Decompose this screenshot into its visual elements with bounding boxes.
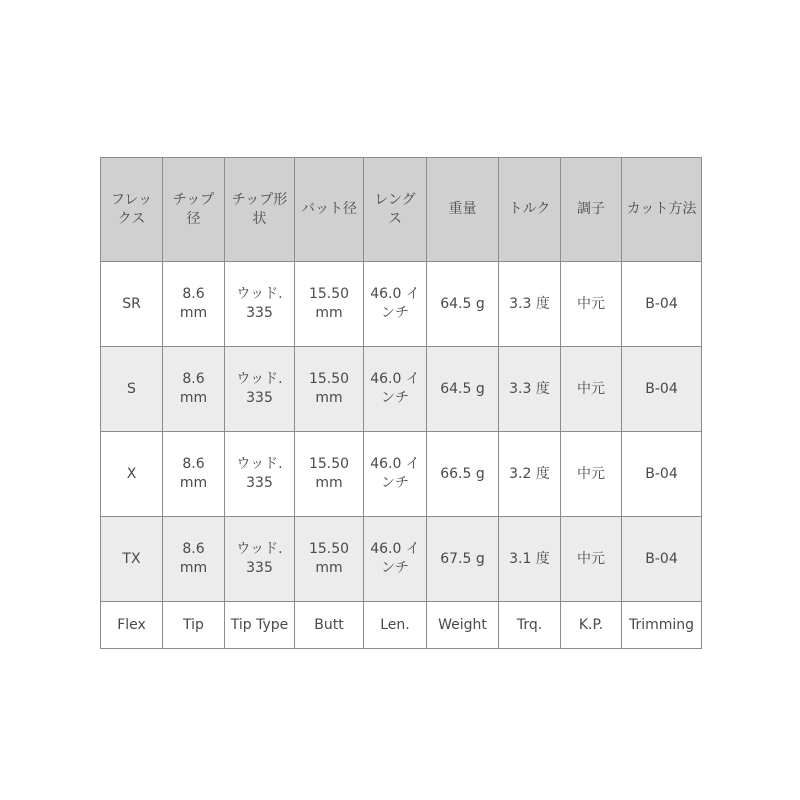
cell-length <box>364 432 427 517</box>
footer-flex: Flex <box>101 602 163 649</box>
cell-tip <box>163 262 225 347</box>
cell-trimming-value: B-04 <box>645 380 678 397</box>
cell-tip-type <box>225 432 295 517</box>
header-kick-point <box>561 158 622 262</box>
cell-tip-type <box>225 262 295 347</box>
cell-length <box>364 347 427 432</box>
cell-tip-type-value: ウッド.335 <box>236 286 283 321</box>
cell-kick-point-value: 中元 <box>577 465 605 482</box>
header-tip <box>163 158 225 262</box>
footer-tip: Tip <box>163 602 225 649</box>
footer-kick-point: K.P. <box>561 602 622 649</box>
cell-trimming <box>622 262 702 347</box>
cell-weight <box>427 517 499 602</box>
cell-tip-type-value: ウッド.335 <box>236 541 283 576</box>
cell-butt-value: 15.50 mm <box>308 541 350 576</box>
cell-weight-value: 64.5 g <box>440 380 485 397</box>
header-torque <box>499 158 561 262</box>
cell-weight-value: 66.5 g <box>440 465 485 482</box>
header-tip-type <box>225 158 295 262</box>
cell-butt <box>295 517 364 602</box>
cell-trimming <box>622 432 702 517</box>
cell-weight <box>427 262 499 347</box>
cell-length-value: 46.0 インチ <box>370 286 420 321</box>
cell-flex <box>101 262 163 347</box>
footer-weight: Weight <box>427 602 499 649</box>
cell-length-value: 46.0 インチ <box>370 541 420 576</box>
footer-trimming: Trimming <box>622 602 702 649</box>
cell-flex-value: X <box>126 465 137 482</box>
cell-tip <box>163 517 225 602</box>
cell-torque <box>499 517 561 602</box>
table-row <box>101 262 702 347</box>
footer-length: Len. <box>364 602 427 649</box>
cell-flex <box>101 347 163 432</box>
cell-trimming-value: B-04 <box>645 465 678 482</box>
header-weight-label: 重量 <box>448 201 477 217</box>
cell-length <box>364 262 427 347</box>
cell-trimming <box>622 347 702 432</box>
cell-kick-point <box>561 432 622 517</box>
footer-butt: Butt <box>295 602 364 649</box>
cell-kick-point <box>561 347 622 432</box>
cell-tip-type <box>225 517 295 602</box>
cell-butt-value: 15.50 mm <box>308 371 350 406</box>
header-tip-type-label: チップ形状 <box>231 191 288 227</box>
cell-length-value: 46.0 インチ <box>370 371 420 406</box>
footer-torque: Trq. <box>499 602 561 649</box>
cell-kick-point <box>561 517 622 602</box>
cell-torque-value: 3.3 度 <box>509 295 550 312</box>
cell-butt-value: 15.50 mm <box>308 286 350 321</box>
cell-kick-point-value: 中元 <box>577 380 605 397</box>
table-row <box>101 432 702 517</box>
footer-tip-type: Tip Type <box>225 602 295 649</box>
cell-torque-value: 3.2 度 <box>509 465 550 482</box>
header-butt-label: バット径 <box>301 201 357 217</box>
header-length-label: レングス <box>374 191 416 227</box>
cell-weight <box>427 347 499 432</box>
table-row <box>101 517 702 602</box>
cell-tip-type-value: ウッド.335 <box>236 456 283 491</box>
cell-butt-value: 15.50 mm <box>308 456 350 491</box>
table-header-row <box>101 158 702 262</box>
cell-butt <box>295 432 364 517</box>
cell-torque-value: 3.1 度 <box>509 550 550 567</box>
header-butt <box>295 158 364 262</box>
cell-tip-value: 8.6 mm <box>179 286 208 321</box>
cell-tip-type-value: ウッド.335 <box>236 371 283 406</box>
cell-flex-value: SR <box>122 295 141 312</box>
cell-tip-value: 8.6 mm <box>179 456 208 491</box>
cell-butt <box>295 262 364 347</box>
table-footer-row <box>101 602 702 649</box>
header-tip-label: チップ径 <box>172 191 215 227</box>
header-torque-label: トルク <box>508 201 551 217</box>
cell-torque <box>499 432 561 517</box>
header-length <box>364 158 427 262</box>
cell-flex-value: S <box>127 380 136 397</box>
table-row <box>101 347 702 432</box>
cell-flex <box>101 432 163 517</box>
cell-weight <box>427 432 499 517</box>
cell-tip <box>163 432 225 517</box>
header-trimming <box>622 158 702 262</box>
cell-torque-value: 3.3 度 <box>509 380 550 397</box>
cell-butt <box>295 347 364 432</box>
header-kick-point-label: 調子 <box>577 201 605 217</box>
cell-length <box>364 517 427 602</box>
cell-torque <box>499 347 561 432</box>
cell-kick-point-value: 中元 <box>577 550 605 567</box>
cell-weight-value: 64.5 g <box>440 295 485 312</box>
cell-weight-value: 67.5 g <box>440 550 485 567</box>
cell-kick-point <box>561 262 622 347</box>
cell-tip-value: 8.6 mm <box>179 541 208 576</box>
cell-flex-value: TX <box>122 550 141 567</box>
cell-tip <box>163 347 225 432</box>
header-trimming-label: カット方法 <box>626 201 697 217</box>
cell-tip-type <box>225 347 295 432</box>
cell-trimming-value: B-04 <box>645 295 678 312</box>
cell-tip-value: 8.6 mm <box>179 371 208 406</box>
cell-kick-point-value: 中元 <box>577 295 605 312</box>
cell-trimming-value: B-04 <box>645 550 678 567</box>
cell-trimming <box>622 517 702 602</box>
cell-length-value: 46.0 インチ <box>370 456 420 491</box>
cell-torque <box>499 262 561 347</box>
header-flex-label: フレックス <box>110 191 153 227</box>
cell-flex <box>101 517 163 602</box>
header-weight <box>427 158 499 262</box>
shaft-spec-table <box>100 157 702 649</box>
header-flex <box>101 158 163 262</box>
